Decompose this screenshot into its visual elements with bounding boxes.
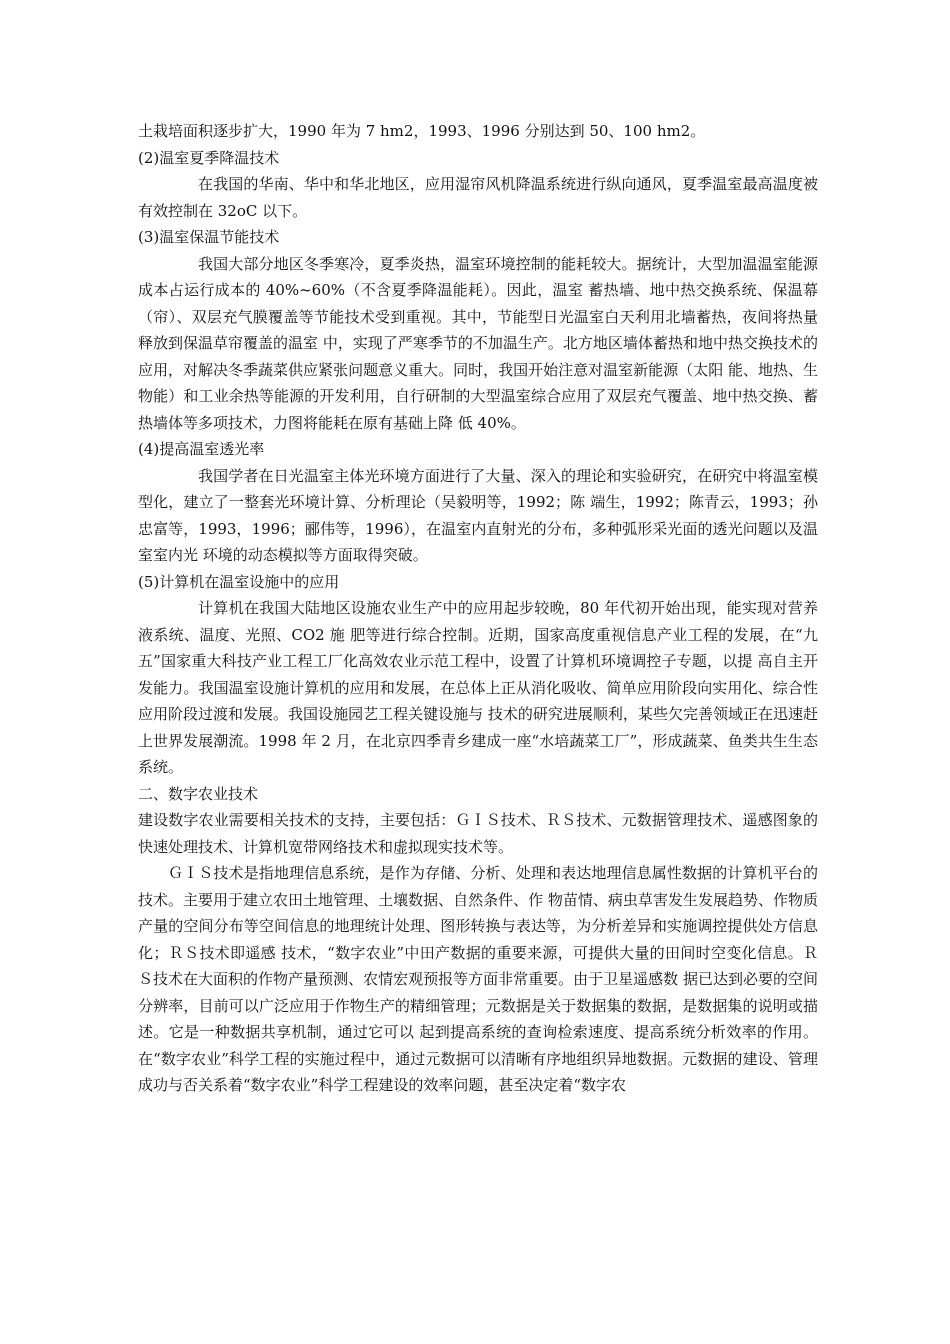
section-heading: 二、数字农业技术	[138, 784, 259, 803]
paragraph: 计算机在我国大陆地区设施农业生产中的应用起步较晚，80 年代初开始出现，能实现对营养液系统、温度、光照、CO2 施 肥等进行综合控制。近期，国家高度重视信息产业工程的发展，在“九五”国家重大科技产业工程工厂化高效农业示范工程中，设置了计算机环境调控子专题，以提 高自主开发能力。我国温室设施计算机的应用和发展，在总体上正从消化吸收、简单应用阶段向实用化、综合性应用阶段过渡和发展。我国设施园艺工程关键设施与 技术的研究进展顺利，某些欠完善领域正在迅速赶上世界发展潮流。1998 年 2 月，在北京四季青乡建成一座“水培蔬菜工厂”，形成蔬菜、鱼类共生生态系统。	[138, 599, 818, 776]
section-heading: (3)温室保温节能技术	[138, 228, 280, 246]
section-heading: (5)计算机在温室设施中的应用	[138, 572, 340, 591]
paragraph: 土栽培面积逐步扩大，1990 年为 7 hm2，1993、1996 分别达到 50、100 hm2。	[138, 122, 706, 140]
document-body	[138, 118, 818, 1099]
section-heading: (4)提高温室透光率	[138, 440, 265, 458]
paragraph: 建设数字农业需要相关技术的支持，主要包括：ＧＩＳ技术、ＲＳ技术、元数据管理技术、遥感图象的快速处理技术、计算机宽带网络技术和虚拟现实技术等。	[138, 811, 818, 856]
paragraph: 在我国的华南、华中和华北地区，应用湿帘风机降温系统进行纵向通风，夏季温室最高温度被有效控制在 32oC 以下。	[138, 175, 818, 220]
section-heading: (2)温室夏季降温技术	[138, 148, 280, 167]
paragraph: 我国大部分地区冬季寒冷，夏季炎热，温室环境控制的能耗较大。据统计，大型加温温室能源成本占运行成本的 40%~60%（不含夏季降温能耗）。因此，温室 蓄热墙、地中热交换系统、保温幕（帘）、双层充气膜覆盖等节能技术受到重视。其中，节能型日光温室白天利用北墙蓄热，夜间将热量释放到保温草帘覆盖的温室 中，实现了严寒季节的不加温生产。北方地区墙体蓄热和地中热交换技术的应用，对解决冬季蔬菜供应紧张问题意义重大。同时，我国开始注意对温室新能源（太阳 能、地热、生物能）和工业余热等能源的开发利用，自行研制的大型温室综合应用了双层充气覆盖、地中热交换、蓄热墙体等多项技术，力图将能耗在原有基础上降 低 40%。	[138, 254, 818, 432]
paragraph: 我国学者在日光温室主体光环境方面进行了大量、深入的理论和实验研究，在研究中将温室模型化，建立了一整套光环境计算、分析理论（吴毅明等，1992；陈 端生，1992；陈青云，1993；孙忠富等，1993，1996；郦伟等，1996），在温室内直射光的分布，多种弧形采光面的透光问题以及温室室内光 环境的动态模拟等方面取得突破。	[138, 466, 818, 564]
paragraph: ＧＩＳ技术是指地理信息系统，是作为存储、分析、处理和表达地理信息属性数据的计算机平台的技术。主要用于建立农田土地管理、土壤数据、自然条件、作 物苗情、病虫草害发生发展趋势、作物质产量的空间分布等空间信息的地理统计处理、图形转换与表达等，为分析差异和实施调控提供处方信息化；ＲＳ技术即遥感 技术，“数字农业”中田产数据的重要来源，可提供大量的田间时空变化信息。ＲＳ技术在大面积的作物产量预测、农情宏观预报等方面非常重要。由于卫星遥感数 据已达到必要的空间分辨率，目前可以广泛应用于作物生产的精细管理；元数据是关于数据集的数据，是数据集的说明或描述。它是一种数据共享机制，通过它可以 起到提高系统的查询检索速度、提高系统分析效率的作用。在“数字农业”科学工程的实施过程中，通过元数据可以清晰有序地组织异地数据。元数据的建设、管理 成功与否关系着“数字农业”科学工程建设的效率问题，甚至决定着“数字农	[138, 864, 818, 1094]
